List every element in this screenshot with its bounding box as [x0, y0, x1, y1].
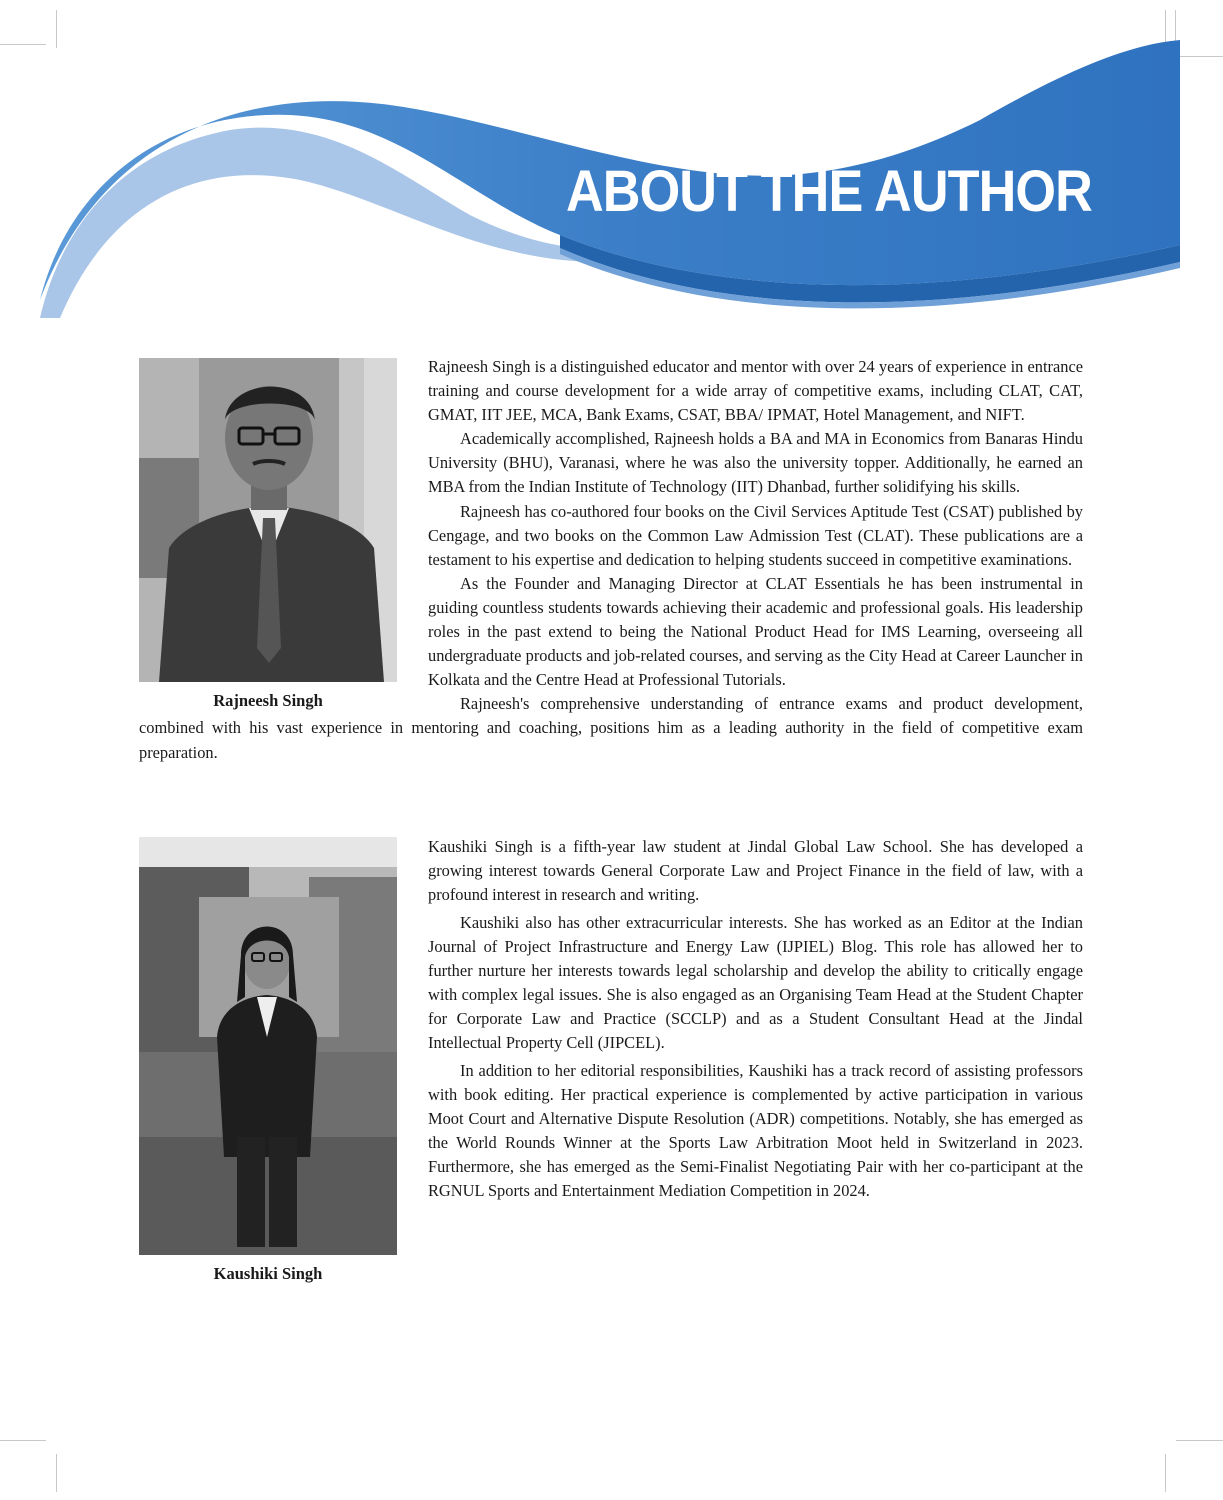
author-name-caption: Kaushiki Singh: [213, 1264, 323, 1283]
bio-paragraph: Rajneesh has co-authored four books on the Civil Services Aptitude Test (CSAT) published by Cengage, and two books on the Common Law Admission Test (CLAT). These publications are a testament to his expertise and dedication to helping students succeed in competitive examinations.: [428, 501, 1083, 569]
bio-paragraph: Rajneesh Singh is a distinguished educator and mentor with over 24 years of experience in entrance training and course development for a wide array of competitive exams, including CLAT, CAT, GMAT, IIT JEE, MCA, Bank Exams, CSAT, BBA/ IPMAT, Hotel Management, and NIFT.: [428, 357, 1083, 425]
header-banner: [0, 0, 1223, 320]
crop-mark: [1176, 1440, 1223, 1441]
crop-mark: [56, 1454, 57, 1492]
page-title: ABOUT THE AUTHOR: [566, 159, 1092, 224]
bio-paragraph: In addition to her editorial responsibilities, Kaushiki has a track record of assisting professors with book editing. Her practical experience is complemented by active participation in various Moot Court and Alternative Dispute Resolution (ADR) competitions. Notably, she has emerged as the World Rounds Winner at the Sports Law Arbitration Moot held in Switzerland in 2023. Furthermore, she has emerged as the Semi-Finalist Negotiating Pair with her co-participant at the RGNUL Sports and Entertainment Mediation Competition in 2024.: [428, 1060, 1083, 1201]
bio-paragraph: Academically accomplished, Rajneesh holds a BA and MA in Economics from Banaras Hindu University (BHU), Varanasi, where he was also the university topper. Additionally, he earned an MBA from the Indian Institute of Technology (IIT) Dhanbad, further solidifying his skills.: [428, 429, 1083, 497]
crop-mark: [1165, 1454, 1166, 1492]
author-name-caption: Rajneesh Singh: [213, 691, 323, 710]
crop-mark: [0, 1440, 46, 1441]
author-section: [139, 835, 1083, 1284]
bio-paragraph: Kaushiki Singh is a fifth-year law student at Jindal Global Law School. She has developed a growing interest towards General Corporate Law and Project Finance in the field of law, with a profound interest in research and writing.: [428, 837, 1083, 905]
author-photo-block: [139, 837, 397, 1284]
bio-paragraph: Rajneesh's comprehensive understanding of entrance exams and product development, combined with his vast experience in mentoring and coaching, positions him as a leading authority in the field of competitive exam preparation.: [139, 694, 1083, 762]
portrait-photo: [139, 837, 397, 1255]
bio-paragraph: As the Founder and Managing Director at CLAT Essentials he has been instrumental in guiding countless students towards achieving their academic and professional goals. His leadership roles in the past extend to being the National Product Head for IMS Learning, overseeing all undergraduate products and job-related courses, and serving as the City Head at Career Launcher in Kolkata and the Centre Head at Professional Tutorials.: [428, 573, 1083, 690]
portrait-photo: [139, 358, 397, 682]
bio-paragraph: Kaushiki also has other extracurricular interests. She has worked as an Editor at the Indian Journal of Project Infrastructure and Energy Law (IJPIEL) Blog. This role has allowed her to further nurture her interests towards legal scholarship and develop the ability to critically engage with complex legal issues. She is also engaged as an Organising Team Head at the Student Chapter for Corporate Law and Practice (SCCLP) and as a Student Consultant Head at the Jindal Intellectual Property Cell (JIPCEL).: [428, 912, 1083, 1053]
author-section: [139, 355, 1083, 765]
author-photo-block: [139, 358, 397, 711]
